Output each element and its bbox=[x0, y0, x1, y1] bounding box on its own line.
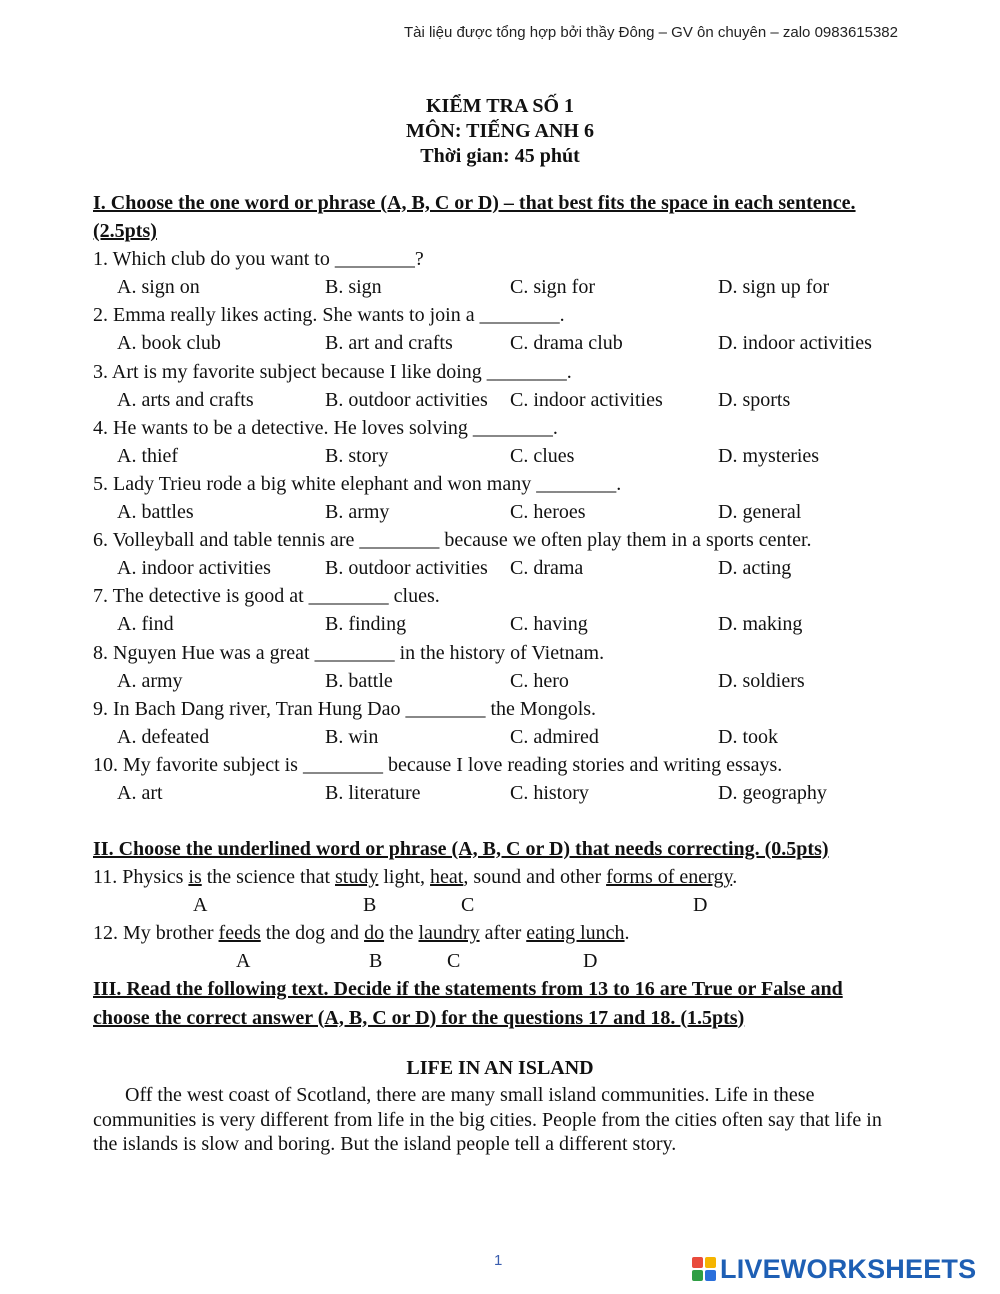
underlined-b: do bbox=[364, 922, 385, 945]
question-6: 6. Volleyball and table tennis are ________ because we often play them in a sports center. bbox=[93, 529, 812, 552]
logo-square bbox=[705, 1270, 716, 1281]
option-c[interactable]: C. drama bbox=[510, 557, 584, 580]
exam-title bbox=[0, 94, 1000, 169]
option-c[interactable]: C. indoor activities bbox=[510, 388, 663, 411]
question-12-letters bbox=[93, 947, 923, 975]
page-number: 1 bbox=[494, 1252, 503, 1269]
option-a[interactable]: A. army bbox=[117, 669, 183, 692]
underlined-d: forms of energy bbox=[606, 866, 733, 889]
option-a[interactable]: A. art bbox=[117, 781, 163, 804]
question-4-options bbox=[93, 442, 923, 470]
section-1-heading-points: (2.5pts) bbox=[93, 220, 157, 243]
option-a[interactable]: A. book club bbox=[117, 332, 221, 355]
logo-square bbox=[692, 1270, 703, 1281]
question-3-options bbox=[93, 386, 923, 414]
question-list bbox=[93, 245, 923, 807]
option-a[interactable]: A. arts and crafts bbox=[117, 388, 254, 411]
section-2-heading: II. Choose the underlined word or phrase (A, B, C or D) that needs correcting. (0.5pts) bbox=[93, 838, 829, 860]
section-1 bbox=[93, 189, 923, 807]
option-c[interactable]: C. heroes bbox=[510, 501, 586, 524]
option-c[interactable]: C. having bbox=[510, 613, 588, 636]
option-d[interactable]: D. soldiers bbox=[718, 669, 805, 692]
option-d[interactable]: D. indoor activities bbox=[718, 332, 872, 355]
liveworksheets-wordmark: LIVEWORKSHEETS bbox=[720, 1253, 977, 1284]
option-d[interactable]: D. general bbox=[718, 501, 802, 524]
section-3-heading: III. Read the following text. Decide if the statements from 13 to 16 are True or False and bbox=[93, 978, 843, 1001]
question-1-options bbox=[93, 273, 923, 301]
option-a[interactable]: A. thief bbox=[117, 444, 179, 467]
underlined-d: eating lunch bbox=[526, 922, 625, 945]
option-b[interactable]: B. outdoor activities bbox=[325, 557, 488, 580]
option-c[interactable]: C. drama club bbox=[510, 332, 623, 355]
section-2 bbox=[93, 835, 923, 1032]
option-b[interactable]: B. story bbox=[325, 444, 389, 467]
option-d[interactable]: D. took bbox=[718, 725, 778, 748]
underlined-c: laundry bbox=[418, 922, 480, 945]
question-3: 3. Art is my favorite subject because I like doing ________. bbox=[93, 360, 572, 383]
underlined-c: heat bbox=[430, 866, 464, 889]
question-9: 9. In Bach Dang river, Tran Hung Dao ________ the Mongols. bbox=[93, 697, 597, 720]
section-3-heading-line-2: choose the correct answer (A, B, C or D) for the questions 17 and 18. (1.5pts) bbox=[93, 1006, 745, 1029]
question-10-options bbox=[93, 779, 923, 807]
letter-c: C bbox=[461, 894, 475, 917]
passage-text: Off the west coast of Scotland, there are many small island communities. Life in these communities is very different from life in the big cities. People from the cities often say that life in the islands is slow and boring. But the island people tell a different story. bbox=[93, 1084, 882, 1155]
option-d[interactable]: D. acting bbox=[718, 557, 792, 580]
letter-a: A bbox=[193, 894, 208, 917]
question-5-options bbox=[93, 498, 923, 526]
question-7-options bbox=[93, 610, 923, 638]
option-d[interactable]: D. mysteries bbox=[718, 444, 820, 467]
option-b[interactable]: B. battle bbox=[325, 669, 393, 692]
question-8-options bbox=[93, 667, 923, 695]
question-6-options bbox=[93, 554, 923, 582]
option-d[interactable]: D. sports bbox=[718, 388, 791, 411]
question-4: 4. He wants to be a detective. He loves solving ________. bbox=[93, 416, 558, 439]
title-line: KIỂM TRA SỐ 1 bbox=[426, 95, 574, 117]
option-a[interactable]: A. find bbox=[117, 613, 174, 636]
option-c[interactable]: C. admired bbox=[510, 725, 599, 748]
question-1: 1. Which club do you want to ________? bbox=[93, 248, 424, 271]
option-b[interactable]: B. army bbox=[325, 501, 390, 524]
option-b[interactable]: B. literature bbox=[325, 781, 421, 804]
option-d[interactable]: D. making bbox=[718, 613, 803, 636]
question-8: 8. Nguyen Hue was a great ________ in the history of Vietnam. bbox=[93, 641, 605, 664]
question-11-letters bbox=[93, 891, 923, 919]
option-b[interactable]: B. finding bbox=[325, 613, 407, 636]
option-b[interactable]: B. outdoor activities bbox=[325, 388, 488, 411]
passage-title: LIFE IN AN ISLAND bbox=[406, 1057, 594, 1079]
option-c[interactable]: C. clues bbox=[510, 444, 575, 467]
underlined-a: feeds bbox=[218, 922, 261, 945]
option-d[interactable]: D. sign up for bbox=[718, 276, 830, 299]
question-2-options bbox=[93, 329, 923, 357]
option-b[interactable]: B. art and crafts bbox=[325, 332, 453, 355]
letter-b: B bbox=[369, 950, 383, 973]
title-line: MÔN: TIẾNG ANH 6 bbox=[406, 120, 594, 142]
question-7: 7. The detective is good at ________ clues. bbox=[93, 585, 440, 608]
logo-square bbox=[705, 1257, 716, 1268]
letter-d: D bbox=[583, 950, 598, 973]
option-c[interactable]: C. hero bbox=[510, 669, 569, 692]
letter-b: B bbox=[363, 894, 377, 917]
option-b[interactable]: B. win bbox=[325, 725, 379, 748]
section-1-heading: I. Choose the one word or phrase (A, B, C or D) – that best fits the space in each sentence. bbox=[93, 192, 856, 214]
question-11: 11. Physics is the science that study light, heat, sound and other forms of energy. bbox=[93, 866, 738, 889]
letter-c: C bbox=[447, 950, 461, 973]
option-a[interactable]: A. battles bbox=[117, 501, 194, 524]
page-header: Tài liệu được tổng hợp bởi thầy Đông – GV ôn chuyên – zalo 0983615382 bbox=[403, 24, 898, 41]
question-12: 12. My brother feeds the dog and do the laundry after eating lunch. bbox=[93, 922, 630, 945]
title-line: Thời gian: 45 phút bbox=[420, 145, 580, 167]
option-a[interactable]: A. defeated bbox=[117, 725, 210, 748]
liveworksheets-logo bbox=[692, 1254, 976, 1284]
liveworksheets-icon bbox=[692, 1257, 716, 1281]
letter-a: A bbox=[236, 950, 251, 973]
letter-d: D bbox=[693, 894, 708, 917]
option-c[interactable]: C. sign for bbox=[510, 276, 595, 299]
option-d[interactable]: D. geography bbox=[718, 781, 827, 804]
option-a[interactable]: A. sign on bbox=[117, 276, 200, 299]
logo-square bbox=[692, 1257, 703, 1268]
question-10: 10. My favorite subject is ________ because I love reading stories and writing essays. bbox=[93, 753, 783, 776]
question-5: 5. Lady Trieu rode a big white elephant and won many ________. bbox=[93, 472, 622, 495]
question-9-options bbox=[93, 723, 923, 751]
question-2: 2. Emma really likes acting. She wants to join a ________. bbox=[93, 304, 565, 327]
option-c[interactable]: C. history bbox=[510, 781, 589, 804]
underlined-a: is bbox=[188, 866, 202, 889]
option-a[interactable]: A. indoor activities bbox=[117, 557, 271, 580]
underlined-b: study bbox=[335, 866, 379, 889]
option-b[interactable]: B. sign bbox=[325, 276, 382, 299]
